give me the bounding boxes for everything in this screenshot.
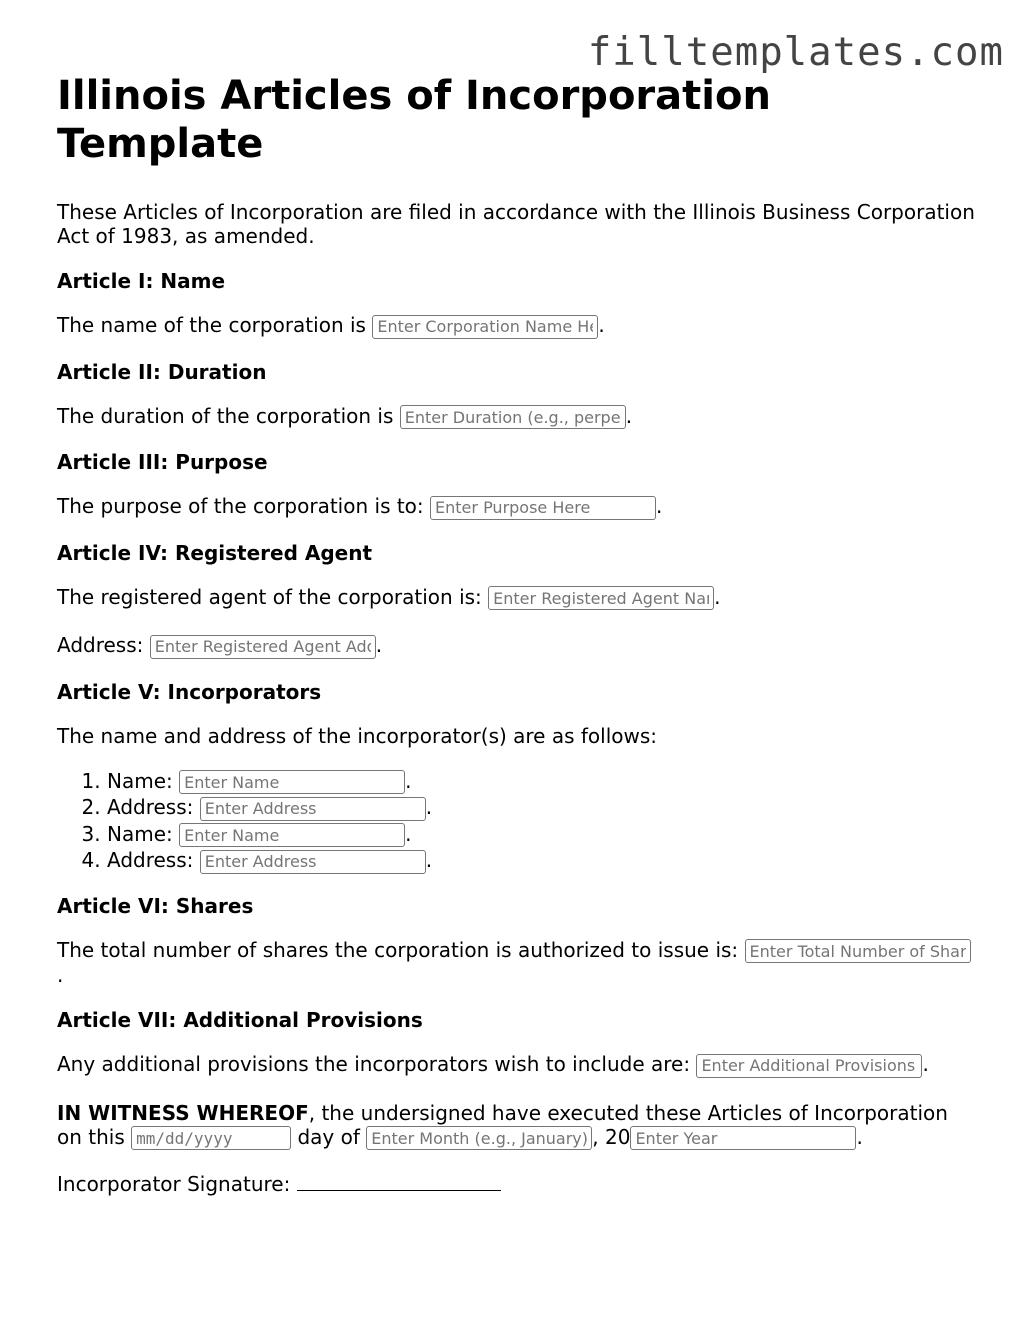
article-7-heading: Article VII: Additional Provisions	[57, 1008, 423, 1032]
intro-paragraph: These Articles of Incorporation are filed in accordance with the Illinois Business Corporation Act of 1983, as amended.	[57, 200, 975, 248]
signature-line: Incorporator Signature:	[57, 1172, 977, 1196]
additional-provisions-input[interactable]	[696, 1054, 922, 1078]
agent-address-line: Address: Enter Registered Agent Address .	[57, 633, 977, 659]
incorporator-1-address-input[interactable]	[200, 797, 426, 821]
duration-input[interactable]	[400, 405, 626, 429]
watermark: filltemplates.com	[587, 30, 1004, 75]
article-1-heading: Article I: Name	[57, 269, 226, 293]
document-body	[57, 72, 977, 1196]
purpose-input[interactable]	[430, 496, 656, 520]
list-item: 2. Address: Enter Address .	[107, 794, 977, 821]
year-input[interactable]	[630, 1126, 856, 1150]
registered-agent-name-input[interactable]	[488, 586, 714, 610]
corporation-name-input[interactable]	[372, 315, 598, 339]
list-item: 1. Name: Enter Name .	[107, 768, 977, 795]
incorporator-list	[57, 768, 977, 874]
page-title: Illinois Articles of Incorporation Template	[57, 73, 771, 167]
article-1-text: The name of the corporation is Enter Corporation Name Here .	[57, 313, 977, 339]
article-6-heading: Article VI: Shares	[57, 893, 254, 918]
article-7-text: Any additional provisions the incorporators wish to include are: Enter Additional Provisions .	[57, 1052, 977, 1078]
article-2-heading: Article II: Duration	[57, 359, 267, 384]
article-4-text: The registered agent of the corporation is: Enter Registered Agent Name .	[57, 585, 977, 611]
list-item: 4. Address: Enter Address .	[107, 847, 977, 874]
article-4-heading: Article IV: Registered Agent	[57, 540, 373, 565]
article-3-heading: Article III: Purpose	[57, 450, 268, 474]
incorporator-2-address-input[interactable]	[200, 850, 426, 874]
list-item: 3. Name: Enter Name .	[107, 821, 977, 848]
total-shares-input[interactable]	[745, 939, 971, 963]
witness-paragraph: IN WITNESS WHEREOF, the undersigned have executed these Articles of Incorporation on this mm/dd/yyyy day of Enter Month (e.g., January) , 20Enter Year .	[57, 1101, 977, 1151]
article-2-text: The duration of the corporation is Enter Duration (e.g., perpetual) .	[57, 404, 977, 430]
month-input[interactable]	[366, 1126, 592, 1150]
article-6-text: The total number of shares the corporation is authorized to issue is: Enter Total Number of Shares .	[57, 938, 977, 988]
article-3-text: The purpose of the corporation is to: Enter Purpose Here .	[57, 494, 977, 520]
registered-agent-address-input[interactable]	[150, 635, 376, 659]
incorporator-1-name-input[interactable]	[179, 770, 405, 794]
article-5-text: The name and address of the incorporator(s) are as follows:	[57, 723, 658, 748]
article-5-heading: Article V: Incorporators	[57, 679, 322, 704]
signature-blank[interactable]	[297, 1172, 501, 1191]
incorporator-2-name-input[interactable]	[179, 823, 405, 847]
execution-date-input[interactable]	[131, 1126, 291, 1150]
